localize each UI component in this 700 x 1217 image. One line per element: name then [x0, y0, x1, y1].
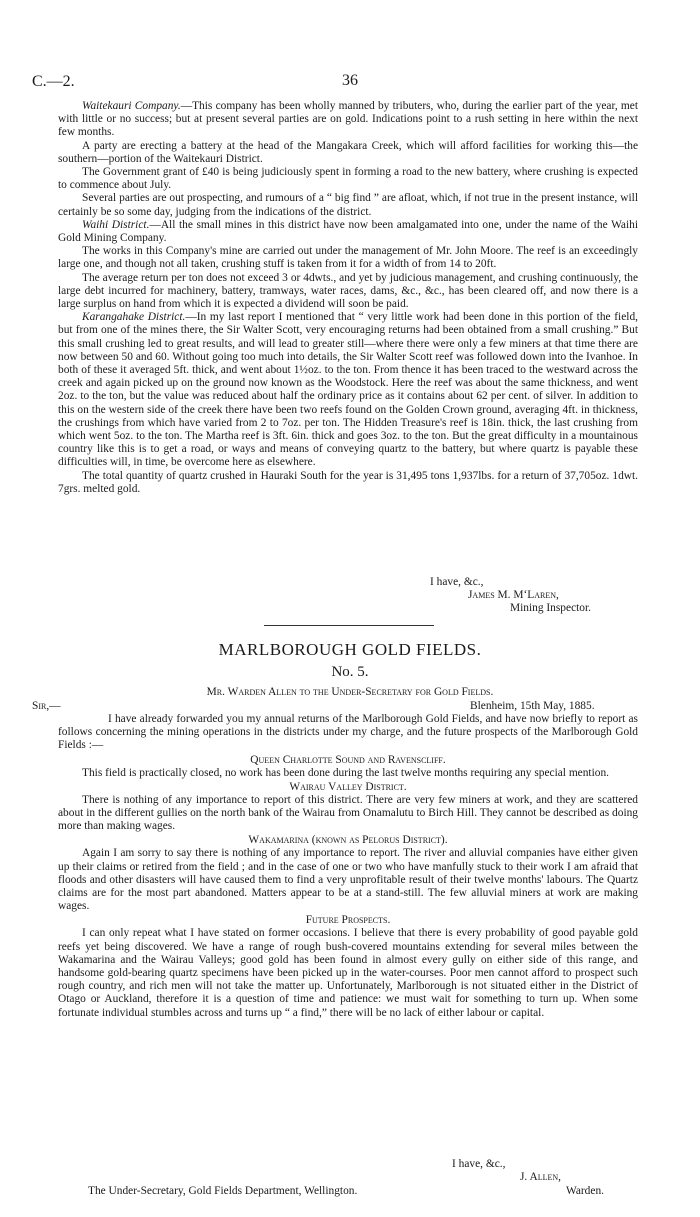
paragraph: Again I am sorry to say there is nothing of any importance to report. The river and alluvial companies have either given up their claims or retired from the field ; and in the case of one or two who have manfully stuck to their work I am afraid that floods and other disasters will have caused them to find a very unprofitable result of their twelve months' labours. The Quartz claims are for the most part abandoned. Matters appear to be at a stand-still. The few alluvial miners at work are making wages.	[58, 847, 638, 913]
page-reference: C.—2.	[32, 73, 75, 90]
signer-2: J. Allen,	[520, 1171, 562, 1183]
paragraph: There is nothing of any importance to report of this district. There are very few miners at work, and they are scattered about in the different gullies on the north bank of the Wairau from Onamalutu to Birch Hill. They cannot be described as doing more than making wages.	[58, 793, 638, 833]
report-number: No. 5.	[331, 664, 369, 680]
paragraph: This field is practically closed, no work has been done during the last twelve months requiring any special mention.	[82, 766, 610, 779]
district-heading: Future Prospects.	[305, 914, 391, 927]
page-number: 36	[342, 72, 358, 89]
waitekauri-karangahake-report	[58, 100, 638, 496]
paragraph: Several parties are out prospecting, and rumours of a “ big find ” are afloat, which, if not true in the present instance, will certainly be so some day, judging from the indications of the district.	[58, 192, 638, 218]
addressee: The Under-Secretary, Gold Fields Department, Wellington.	[88, 1185, 358, 1197]
salutation: Sir,—	[32, 700, 61, 712]
paragraph: The total quantity of quartz crushed in Hauraki South for the year is 31,495 tons 1,937lbs. for a return of 37,705oz. 1dwt. 7grs. melted gold.	[58, 469, 638, 495]
paragraph: I can only repeat what I have stated on former occasions. I believe that there is every probability of good payable gold reefs yet being discovered. We have a range of rough bush-covered mountains extending for several miles between the Wakamarina and the Wairau Valleys; good gold has been found in almost every gully on either side of this range, and handsome gold-bearing quartz specimens have been picked up in the water-courses. Poor men cannot afford to prospect such rough country, and rich men will not take the matter up. Unfortunately, Marlborough is not situated either in the District of Otago or Auckland, therefore it is a question of time and patience: we must wait for something to turn up. When some fortunate individual stumbles across and turns up “ a find,” there will be no lack of either labour or capital.	[58, 927, 638, 1019]
paragraph: I have already forwarded you my annual returns of the Marlborough Gold Fields, and have now briefly to report as follows concerning the mining operations in the districts under my charge, and the future prospects of the Marlborough Gold Fields :—	[58, 713, 638, 752]
signer-2-title: Warden.	[566, 1185, 604, 1197]
district-heading: Wakamarina (known as Pelorus District).	[248, 834, 448, 847]
paragraph: Karangahake District.—In my last report I mentioned that “ very little work had been done in this portion of the field, but from one of the mines there, the Sir Walter Scott, very encouraging returns had been obtained from a small crushing.” But this small crushing led to great results, and will lead to greater still—where there were only a few miners at that time there are now between 50 and 60. Without going too much into details, the Sir Walter Scott reef was followed down into the Ivanhoe. In both of these it averaged 5ft. thick, and went about 1½oz. to the ton. From thence it has been traced to the westward across the creek and again picked up on the ground now known as the Woodstock. Here the reef was about the same thickness, and went 2oz. to the ton, but the value was reduced about half the ordinary price as it contains about 62 per cent. of silver. In addition to this on the western side of the creek there have been two reefs found on the Golden Crown ground, averaging 4ft. in thickness, the crushings from which have varied from 2 to 7oz. per ton. The Hidden Treasure's reef is 18in. thick, the last crushing from which went 5oz. to the ton. The Martha reef is 3ft. 6in. thick and goes 3oz. to the ton. But the great difficulty in a mountainous country like this is to get a road, or ways and means of conveying quartz to the battery, but where quartz is payable these difficulties will, in time, be overcome here as elsewhere.	[58, 311, 638, 469]
paragraph: Waihi District.—All the small mines in this district have now been amalgamated into one, under the name of the Waihi Gold Mining Company.	[58, 218, 638, 245]
section-title: MARLBOROUGH GOLD FIELDS.	[218, 640, 482, 659]
paragraph: A party are erecting a battery at the head of the Mangakara Creek, which will afford facilities for working this—the southern—portion of the Waitekauri District.	[58, 139, 638, 165]
closing-1: I have, &c.,	[430, 576, 484, 588]
paragraph: The average return per ton does not exceed 3 or 4dwts., and yet by judicious management, and crushing continuously, the large debt incurred for machinery, battery, tramways, water races, dams, &c., &c., has been cleared off, and now there is a large surplus on hand from which it is expected a dividend will soon be paid.	[58, 271, 638, 311]
paragraph: Waitekauri Company.—This company has been wholly manned by tributers, who, during the earlier part of the year, met with little or no success; but at present several parties are on gold. Indications point to a rush setting in here within the next few months.	[58, 100, 638, 139]
section-divider	[264, 625, 434, 626]
paragraph: The Government grant of £40 is being judiciously spent in forming a road to the new battery, where crushing is expected to commence about July.	[58, 166, 638, 192]
section-label: Waitekauri Company.	[82, 100, 181, 112]
marlborough-report	[58, 713, 638, 1020]
district-heading: Queen Charlotte Sound and Ravenscliff.	[250, 753, 446, 766]
district-heading: Wairau Valley District.	[289, 780, 407, 793]
from-to-line: Mr. Warden Allen to the Under-Secretary for Gold Fields.	[206, 686, 494, 698]
paragraph: The works in this Company's mine are carried out under the management of Mr. John Moore. The reef is an exceedingly large one, and though not all taken, crushing stuff is taken from it for a width of from 14 to 20ft.	[58, 245, 638, 271]
closing-2: I have, &c.,	[452, 1158, 506, 1170]
section-label: Waihi District.	[82, 218, 150, 231]
place-date: Blenheim, 15th May, 1885.	[470, 700, 595, 712]
signer-1: James M. M‘Laren,	[468, 589, 559, 601]
section-label: Karangahake District.	[82, 311, 186, 324]
signer-1-title: Mining Inspector.	[510, 602, 591, 614]
